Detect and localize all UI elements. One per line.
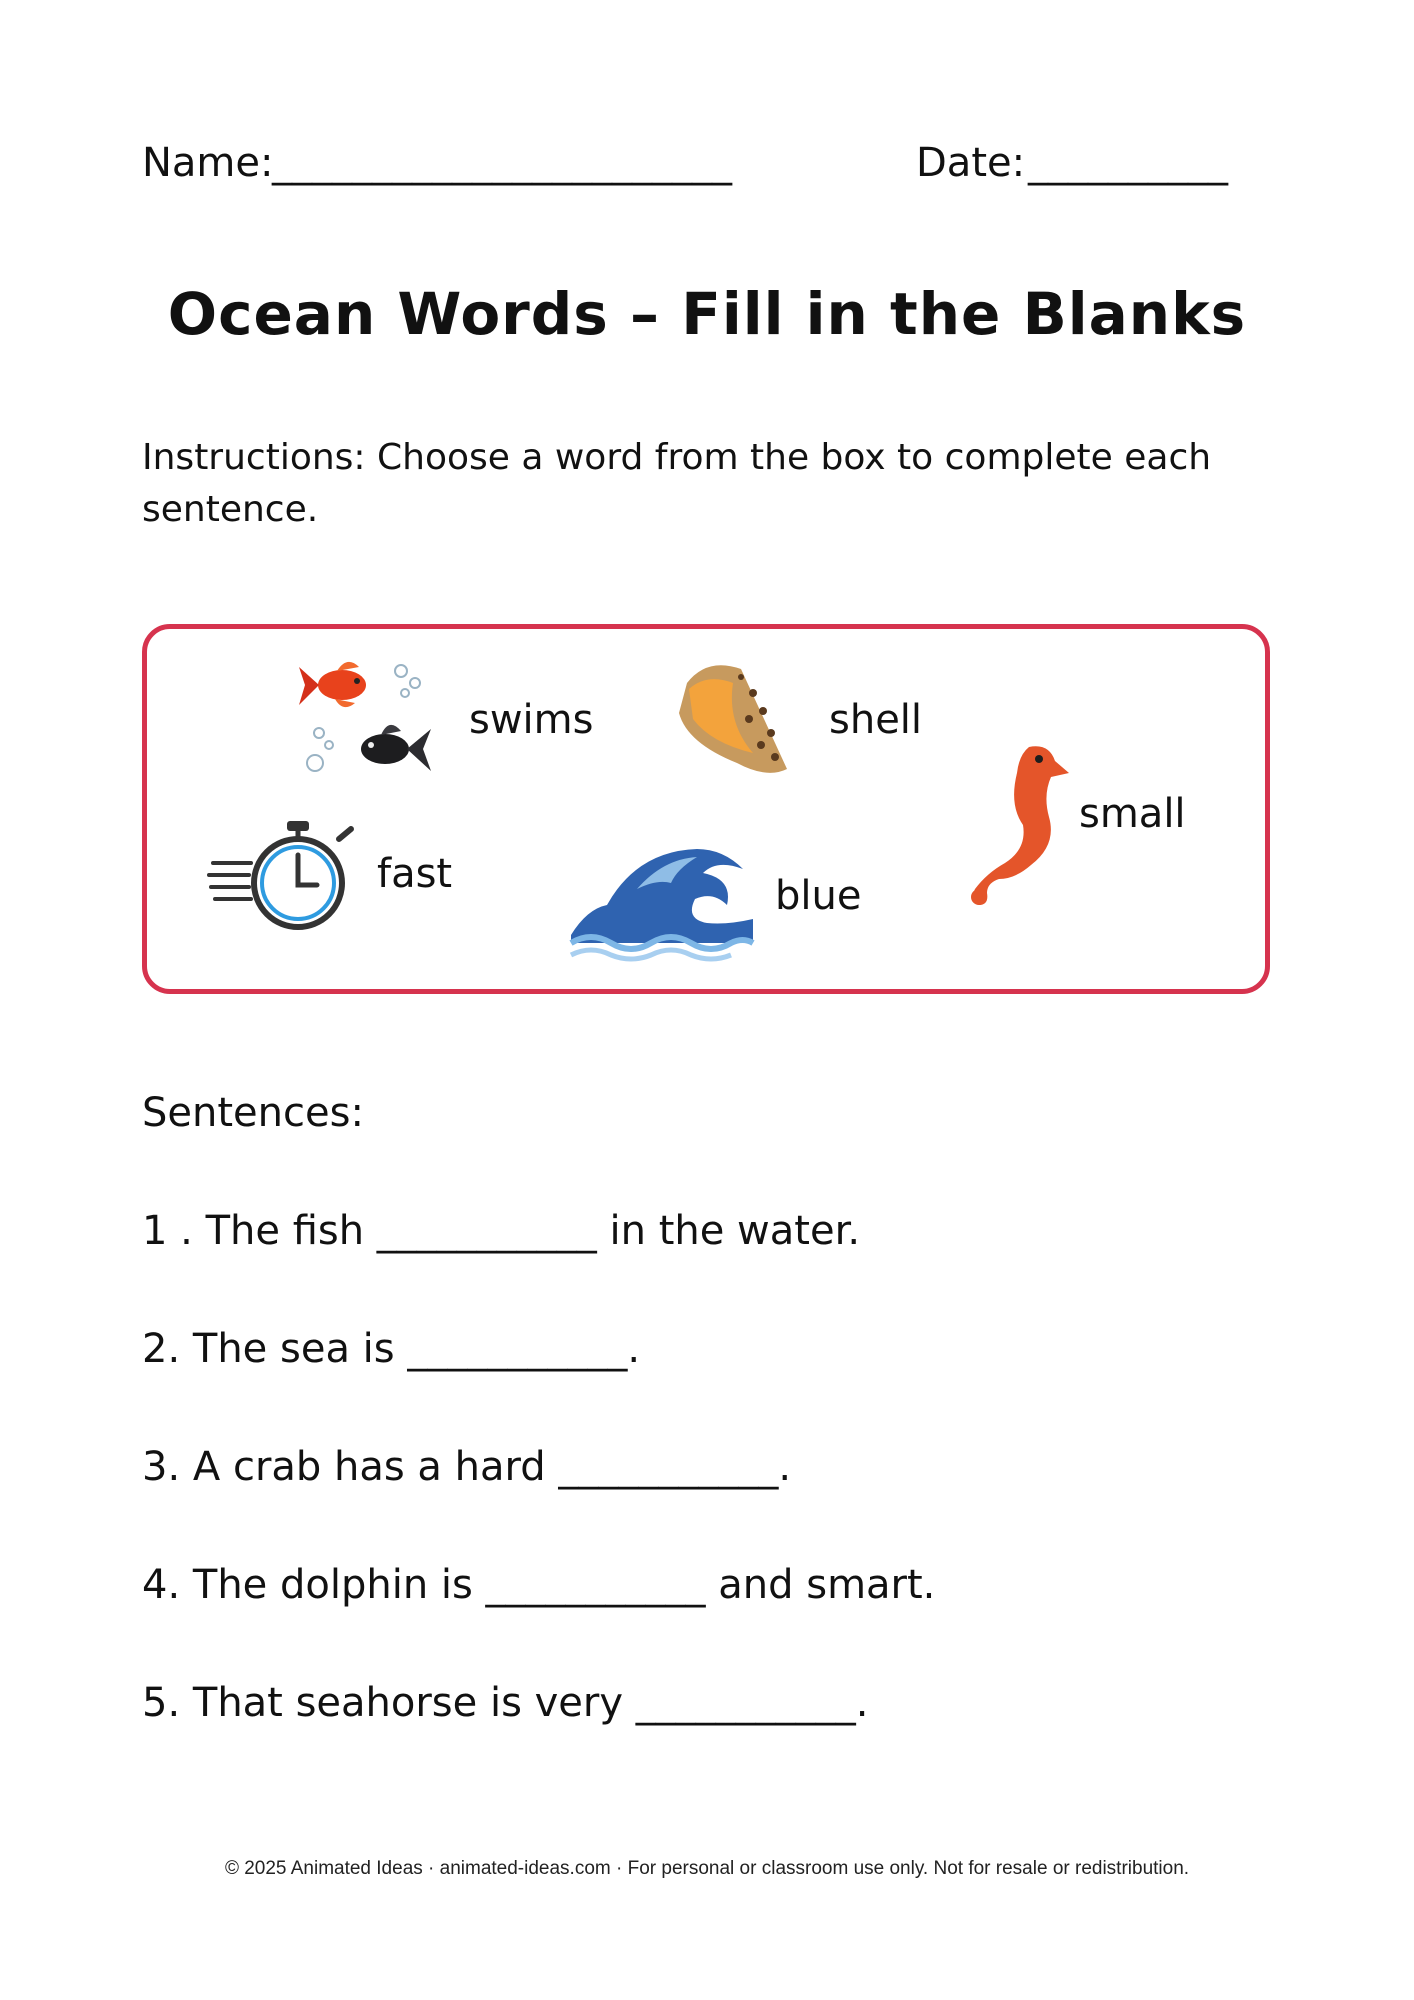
footer-copyright: © 2025 Animated Ideas · animated-ideas.com · For personal or classroom use only. Not for resale or redistribution. <box>224 1858 1190 1879</box>
instructions: Instructions: Choose a word from the box to complete each sentence. <box>142 437 1212 530</box>
goldfish-icon <box>297 653 437 783</box>
seahorse-icon <box>965 733 1075 913</box>
page-title: Ocean Words – Fill in the Blanks <box>167 280 1247 348</box>
stopwatch-icon <box>207 815 367 935</box>
sentence-3: 3. A crab has a hard ___________. <box>142 1444 792 1490</box>
date-label: Date: <box>916 140 1026 186</box>
word-swims: swims <box>469 697 594 743</box>
word-shell: shell <box>829 697 923 743</box>
name-line: _______________________ <box>272 140 732 186</box>
word-blue: blue <box>775 873 862 919</box>
name-label: Name: <box>142 140 274 186</box>
word-fast: fast <box>377 851 453 897</box>
wave-icon <box>567 839 757 963</box>
sentence-5: 5. That seahorse is very ___________. <box>142 1680 869 1726</box>
date-line: __________ <box>1028 140 1228 186</box>
sentence-2: 2. The sea is ___________. <box>142 1326 641 1372</box>
word-box <box>142 624 1270 994</box>
conch-shell-icon <box>667 653 797 783</box>
sentence-1: 1 . The fish ___________ in the water. <box>142 1208 861 1254</box>
sentences-heading: Sentences: <box>142 1090 364 1136</box>
word-small: small <box>1079 791 1186 837</box>
sentence-4: 4. The dolphin is ___________ and smart. <box>142 1562 936 1608</box>
